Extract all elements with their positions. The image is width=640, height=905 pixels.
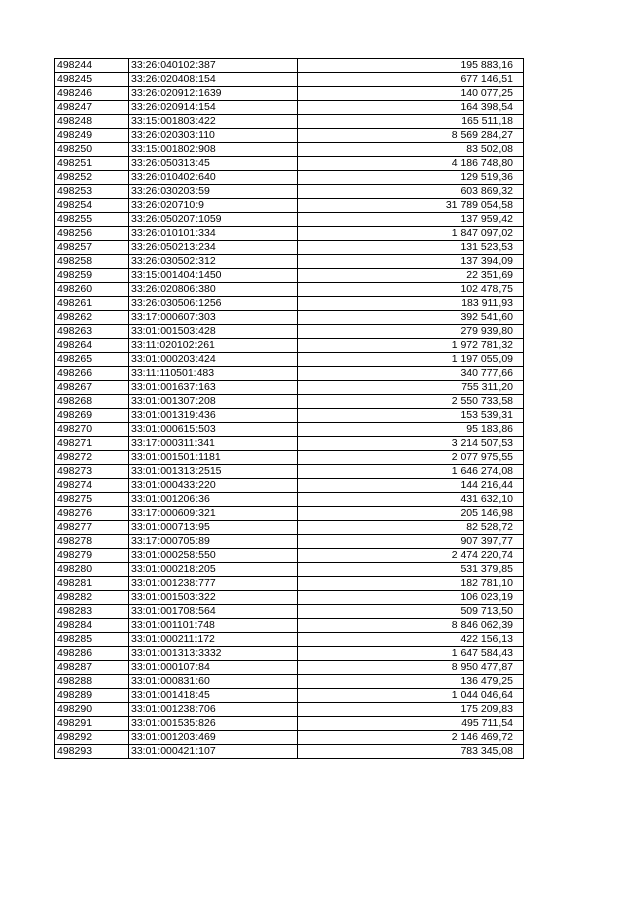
value-cell: 102 478,75 bbox=[298, 283, 524, 297]
row-number-cell: 498260 bbox=[55, 283, 129, 297]
row-number-cell: 498290 bbox=[55, 703, 129, 717]
value-cell: 8 569 284,27 bbox=[298, 129, 524, 143]
table-row bbox=[55, 59, 524, 73]
value-cell: 131 523,53 bbox=[298, 241, 524, 255]
row-number-cell: 498251 bbox=[55, 157, 129, 171]
table-row bbox=[55, 367, 524, 381]
cadastral-number-cell: 33:11:020102:261 bbox=[129, 339, 298, 353]
cadastral-value-table bbox=[54, 58, 524, 759]
cadastral-number-cell: 33:01:001503:322 bbox=[129, 591, 298, 605]
row-number-cell: 498255 bbox=[55, 213, 129, 227]
row-number-cell: 498271 bbox=[55, 437, 129, 451]
value-cell: 755 311,20 bbox=[298, 381, 524, 395]
cadastral-number-cell: 33:01:000107:84 bbox=[129, 661, 298, 675]
value-cell: 95 183,86 bbox=[298, 423, 524, 437]
row-number-cell: 498289 bbox=[55, 689, 129, 703]
cadastral-number-cell: 33:01:000258:550 bbox=[129, 549, 298, 563]
row-number-cell: 498278 bbox=[55, 535, 129, 549]
table-row bbox=[55, 577, 524, 591]
value-cell: 907 397,77 bbox=[298, 535, 524, 549]
value-cell: 1 647 584,43 bbox=[298, 647, 524, 661]
value-cell: 1 972 781,32 bbox=[298, 339, 524, 353]
table-row bbox=[55, 591, 524, 605]
cadastral-number-cell: 33:01:001535:826 bbox=[129, 717, 298, 731]
cadastral-number-cell: 33:01:000203:424 bbox=[129, 353, 298, 367]
table-row bbox=[55, 129, 524, 143]
cadastral-number-cell: 33:26:020408:154 bbox=[129, 73, 298, 87]
cadastral-number-cell: 33:26:020914:154 bbox=[129, 101, 298, 115]
table-row bbox=[55, 353, 524, 367]
table-row bbox=[55, 297, 524, 311]
table-row bbox=[55, 101, 524, 115]
cadastral-number-cell: 33:01:001637:163 bbox=[129, 381, 298, 395]
value-cell: 82 528,72 bbox=[298, 521, 524, 535]
value-cell: 164 398,54 bbox=[298, 101, 524, 115]
cadastral-number-cell: 33:26:020710:9 bbox=[129, 199, 298, 213]
cadastral-number-cell: 33:01:001101:748 bbox=[129, 619, 298, 633]
row-number-cell: 498261 bbox=[55, 297, 129, 311]
cadastral-number-cell: 33:26:030506:1256 bbox=[129, 297, 298, 311]
row-number-cell: 498248 bbox=[55, 115, 129, 129]
table-row bbox=[55, 423, 524, 437]
table-row bbox=[55, 269, 524, 283]
row-number-cell: 498287 bbox=[55, 661, 129, 675]
row-number-cell: 498245 bbox=[55, 73, 129, 87]
table-row bbox=[55, 395, 524, 409]
row-number-cell: 498291 bbox=[55, 717, 129, 731]
table-row bbox=[55, 479, 524, 493]
row-number-cell: 498254 bbox=[55, 199, 129, 213]
row-number-cell: 498280 bbox=[55, 563, 129, 577]
value-cell: 195 883,16 bbox=[298, 59, 524, 73]
table-row bbox=[55, 115, 524, 129]
row-number-cell: 498257 bbox=[55, 241, 129, 255]
value-cell: 137 394,09 bbox=[298, 255, 524, 269]
value-cell: 106 023,19 bbox=[298, 591, 524, 605]
row-number-cell: 498272 bbox=[55, 451, 129, 465]
cadastral-number-cell: 33:01:000421:107 bbox=[129, 745, 298, 759]
value-cell: 340 777,66 bbox=[298, 367, 524, 381]
table-row bbox=[55, 157, 524, 171]
table-row bbox=[55, 535, 524, 549]
table-row bbox=[55, 703, 524, 717]
cadastral-number-cell: 33:15:001803:422 bbox=[129, 115, 298, 129]
cadastral-number-cell: 33:17:000311:341 bbox=[129, 437, 298, 451]
value-cell: 2 474 220,74 bbox=[298, 549, 524, 563]
table-row bbox=[55, 73, 524, 87]
cadastral-number-cell: 33:01:001319:436 bbox=[129, 409, 298, 423]
row-number-cell: 498264 bbox=[55, 339, 129, 353]
cadastral-number-cell: 33:01:001313:2515 bbox=[129, 465, 298, 479]
table-row bbox=[55, 381, 524, 395]
table-row bbox=[55, 87, 524, 101]
table-row bbox=[55, 409, 524, 423]
row-number-cell: 498266 bbox=[55, 367, 129, 381]
row-number-cell: 498275 bbox=[55, 493, 129, 507]
row-number-cell: 498286 bbox=[55, 647, 129, 661]
value-cell: 783 345,08 bbox=[298, 745, 524, 759]
cadastral-number-cell: 33:01:001708:564 bbox=[129, 605, 298, 619]
table-row bbox=[55, 633, 524, 647]
cadastral-number-cell: 33:26:050213:234 bbox=[129, 241, 298, 255]
cadastral-number-cell: 33:01:001238:777 bbox=[129, 577, 298, 591]
row-number-cell: 498265 bbox=[55, 353, 129, 367]
value-cell: 8 846 062,39 bbox=[298, 619, 524, 633]
value-cell: 495 711,54 bbox=[298, 717, 524, 731]
table-row bbox=[55, 227, 524, 241]
table-row bbox=[55, 493, 524, 507]
cadastral-number-cell: 33:01:001418:45 bbox=[129, 689, 298, 703]
value-cell: 4 186 748,80 bbox=[298, 157, 524, 171]
table-row bbox=[55, 143, 524, 157]
cadastral-number-cell: 33:01:001307:208 bbox=[129, 395, 298, 409]
row-number-cell: 498244 bbox=[55, 59, 129, 73]
row-number-cell: 498246 bbox=[55, 87, 129, 101]
row-number-cell: 498253 bbox=[55, 185, 129, 199]
table-row bbox=[55, 507, 524, 521]
table-row bbox=[55, 605, 524, 619]
table-row bbox=[55, 717, 524, 731]
value-cell: 205 146,98 bbox=[298, 507, 524, 521]
cadastral-number-cell: 33:01:000615:503 bbox=[129, 423, 298, 437]
value-cell: 1 646 274,08 bbox=[298, 465, 524, 479]
row-number-cell: 498268 bbox=[55, 395, 129, 409]
cadastral-number-cell: 33:26:020303:110 bbox=[129, 129, 298, 143]
table-row bbox=[55, 745, 524, 759]
cadastral-number-cell: 33:01:000218:205 bbox=[129, 563, 298, 577]
cadastral-number-cell: 33:26:020806:380 bbox=[129, 283, 298, 297]
cadastral-number-cell: 33:15:001802:908 bbox=[129, 143, 298, 157]
value-cell: 183 911,93 bbox=[298, 297, 524, 311]
value-cell: 1 197 055,09 bbox=[298, 353, 524, 367]
cadastral-number-cell: 33:01:000713:95 bbox=[129, 521, 298, 535]
cadastral-number-cell: 33:26:010101:334 bbox=[129, 227, 298, 241]
cadastral-number-cell: 33:17:000705:89 bbox=[129, 535, 298, 549]
cadastral-number-cell: 33:26:040102:387 bbox=[129, 59, 298, 73]
value-cell: 431 632,10 bbox=[298, 493, 524, 507]
row-number-cell: 498284 bbox=[55, 619, 129, 633]
row-number-cell: 498270 bbox=[55, 423, 129, 437]
table-row bbox=[55, 311, 524, 325]
row-number-cell: 498258 bbox=[55, 255, 129, 269]
cadastral-number-cell: 33:26:050313:45 bbox=[129, 157, 298, 171]
value-cell: 144 216,44 bbox=[298, 479, 524, 493]
cadastral-number-cell: 33:17:000609:321 bbox=[129, 507, 298, 521]
row-number-cell: 498249 bbox=[55, 129, 129, 143]
table-row bbox=[55, 619, 524, 633]
cadastral-number-cell: 33:17:000607:303 bbox=[129, 311, 298, 325]
table-row bbox=[55, 241, 524, 255]
row-number-cell: 498267 bbox=[55, 381, 129, 395]
cadastral-number-cell: 33:11:110501:483 bbox=[129, 367, 298, 381]
row-number-cell: 498259 bbox=[55, 269, 129, 283]
table-row bbox=[55, 521, 524, 535]
row-number-cell: 498277 bbox=[55, 521, 129, 535]
row-number-cell: 498262 bbox=[55, 311, 129, 325]
row-number-cell: 498247 bbox=[55, 101, 129, 115]
row-number-cell: 498281 bbox=[55, 577, 129, 591]
cadastral-number-cell: 33:01:001501:1181 bbox=[129, 451, 298, 465]
value-cell: 603 869,32 bbox=[298, 185, 524, 199]
value-cell: 83 502,08 bbox=[298, 143, 524, 157]
row-number-cell: 498276 bbox=[55, 507, 129, 521]
table-row bbox=[55, 563, 524, 577]
table-row bbox=[55, 437, 524, 451]
row-number-cell: 498283 bbox=[55, 605, 129, 619]
row-number-cell: 498250 bbox=[55, 143, 129, 157]
table-row bbox=[55, 283, 524, 297]
table-row bbox=[55, 451, 524, 465]
value-cell: 279 939,80 bbox=[298, 325, 524, 339]
table-row bbox=[55, 325, 524, 339]
value-cell: 2 550 733,58 bbox=[298, 395, 524, 409]
table-row bbox=[55, 339, 524, 353]
value-cell: 129 519,36 bbox=[298, 171, 524, 185]
value-cell: 22 351,69 bbox=[298, 269, 524, 283]
cadastral-number-cell: 33:26:030203:59 bbox=[129, 185, 298, 199]
table-row bbox=[55, 647, 524, 661]
value-cell: 140 077,25 bbox=[298, 87, 524, 101]
value-cell: 1 044 046,64 bbox=[298, 689, 524, 703]
row-number-cell: 498256 bbox=[55, 227, 129, 241]
row-number-cell: 498269 bbox=[55, 409, 129, 423]
table-row bbox=[55, 465, 524, 479]
table-row bbox=[55, 549, 524, 563]
value-cell: 677 146,51 bbox=[298, 73, 524, 87]
cadastral-number-cell: 33:01:001313:3332 bbox=[129, 647, 298, 661]
cadastral-number-cell: 33:26:030502:312 bbox=[129, 255, 298, 269]
row-number-cell: 498263 bbox=[55, 325, 129, 339]
value-cell: 2 077 975,55 bbox=[298, 451, 524, 465]
value-cell: 165 511,18 bbox=[298, 115, 524, 129]
value-cell: 153 539,31 bbox=[298, 409, 524, 423]
table-row bbox=[55, 661, 524, 675]
value-cell: 531 379,85 bbox=[298, 563, 524, 577]
row-number-cell: 498274 bbox=[55, 479, 129, 493]
value-cell: 392 541,60 bbox=[298, 311, 524, 325]
value-cell: 175 209,83 bbox=[298, 703, 524, 717]
table-row bbox=[55, 689, 524, 703]
cadastral-number-cell: 33:01:001206:36 bbox=[129, 493, 298, 507]
row-number-cell: 498292 bbox=[55, 731, 129, 745]
value-cell: 3 214 507,53 bbox=[298, 437, 524, 451]
row-number-cell: 498288 bbox=[55, 675, 129, 689]
row-number-cell: 498282 bbox=[55, 591, 129, 605]
value-cell: 137 959,42 bbox=[298, 213, 524, 227]
cadastral-number-cell: 33:15:001404:1450 bbox=[129, 269, 298, 283]
table-row bbox=[55, 675, 524, 689]
value-cell: 182 781,10 bbox=[298, 577, 524, 591]
value-cell: 8 950 477,87 bbox=[298, 661, 524, 675]
value-cell: 31 789 054,58 bbox=[298, 199, 524, 213]
value-cell: 422 156,13 bbox=[298, 633, 524, 647]
table-row bbox=[55, 731, 524, 745]
value-cell: 2 146 469,72 bbox=[298, 731, 524, 745]
row-number-cell: 498273 bbox=[55, 465, 129, 479]
cadastral-number-cell: 33:01:000211:172 bbox=[129, 633, 298, 647]
cadastral-number-cell: 33:01:000831:60 bbox=[129, 675, 298, 689]
cadastral-number-cell: 33:01:001503:428 bbox=[129, 325, 298, 339]
cadastral-number-cell: 33:01:001238:706 bbox=[129, 703, 298, 717]
cadastral-number-cell: 33:26:010402:640 bbox=[129, 171, 298, 185]
table-row bbox=[55, 185, 524, 199]
value-cell: 509 713,50 bbox=[298, 605, 524, 619]
cadastral-number-cell: 33:26:050207:1059 bbox=[129, 213, 298, 227]
row-number-cell: 498293 bbox=[55, 745, 129, 759]
table-row bbox=[55, 171, 524, 185]
row-number-cell: 498285 bbox=[55, 633, 129, 647]
row-number-cell: 498279 bbox=[55, 549, 129, 563]
table-row bbox=[55, 199, 524, 213]
cadastral-number-cell: 33:01:001203:469 bbox=[129, 731, 298, 745]
value-cell: 136 479,25 bbox=[298, 675, 524, 689]
table-body bbox=[55, 59, 524, 759]
value-cell: 1 847 097,02 bbox=[298, 227, 524, 241]
row-number-cell: 498252 bbox=[55, 171, 129, 185]
cadastral-number-cell: 33:01:000433:220 bbox=[129, 479, 298, 493]
table-row bbox=[55, 255, 524, 269]
cadastral-number-cell: 33:26:020912:1639 bbox=[129, 87, 298, 101]
table-row bbox=[55, 213, 524, 227]
